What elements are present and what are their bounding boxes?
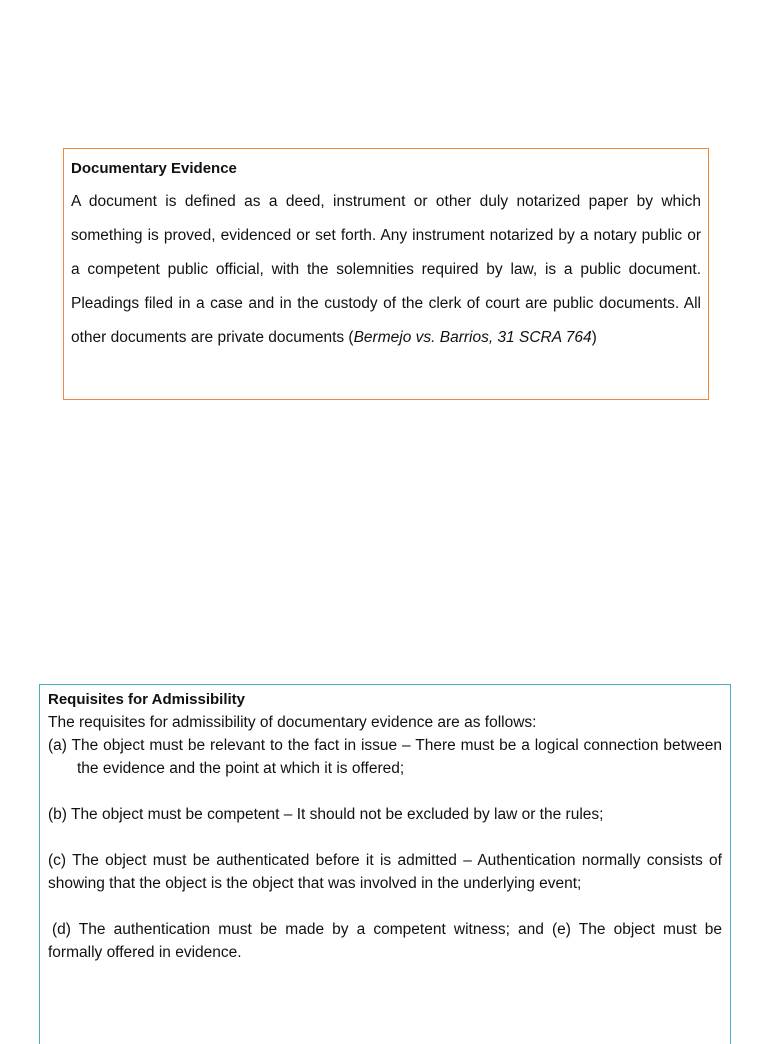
requisite-item-a: (a) The object must be relevant to the fact in issue – There must be a logical connection between the evidence and the point at which it is offered; xyxy=(48,737,722,777)
paren-open: ( xyxy=(344,329,354,346)
requisites-box xyxy=(39,684,731,1044)
case-citation: Bermejo vs. Barrios, 31 SCRA 764 xyxy=(353,329,592,346)
paren-close: ) xyxy=(591,329,597,346)
requisites-intro: The requisites for admissibility of documentary evidence are as follows: xyxy=(48,714,537,731)
documentary-evidence-box xyxy=(63,148,709,400)
requisite-item-c: (c) The object must be authenticated before it is admitted – Authentication normally consists of showing that the object is the object that was involved in the underlying event; xyxy=(48,852,722,892)
documentary-evidence-heading: Documentary Evidence xyxy=(71,160,237,177)
documentary-evidence-body: A document is defined as a deed, instrument or other duly notarized paper by which something is proved, evidenced or set forth. Any instrument notarized by a notary public or a competent public official, with the solemnities required by law, is a public document. Pleadings filed in a case and in the custody of the clerk of court are public documents. All other documents are private documents xyxy=(71,193,701,346)
requisites-heading: Requisites for Admissibility xyxy=(48,691,245,708)
requisite-item-b: (b) The object must be competent – It should not be excluded by law or the rules; xyxy=(48,806,604,823)
documentary-evidence-paragraph xyxy=(71,185,701,355)
requisite-item-d: (d) The authentication must be made by a competent witness; and (e) The object must be formally offered in evidence. xyxy=(48,921,722,961)
